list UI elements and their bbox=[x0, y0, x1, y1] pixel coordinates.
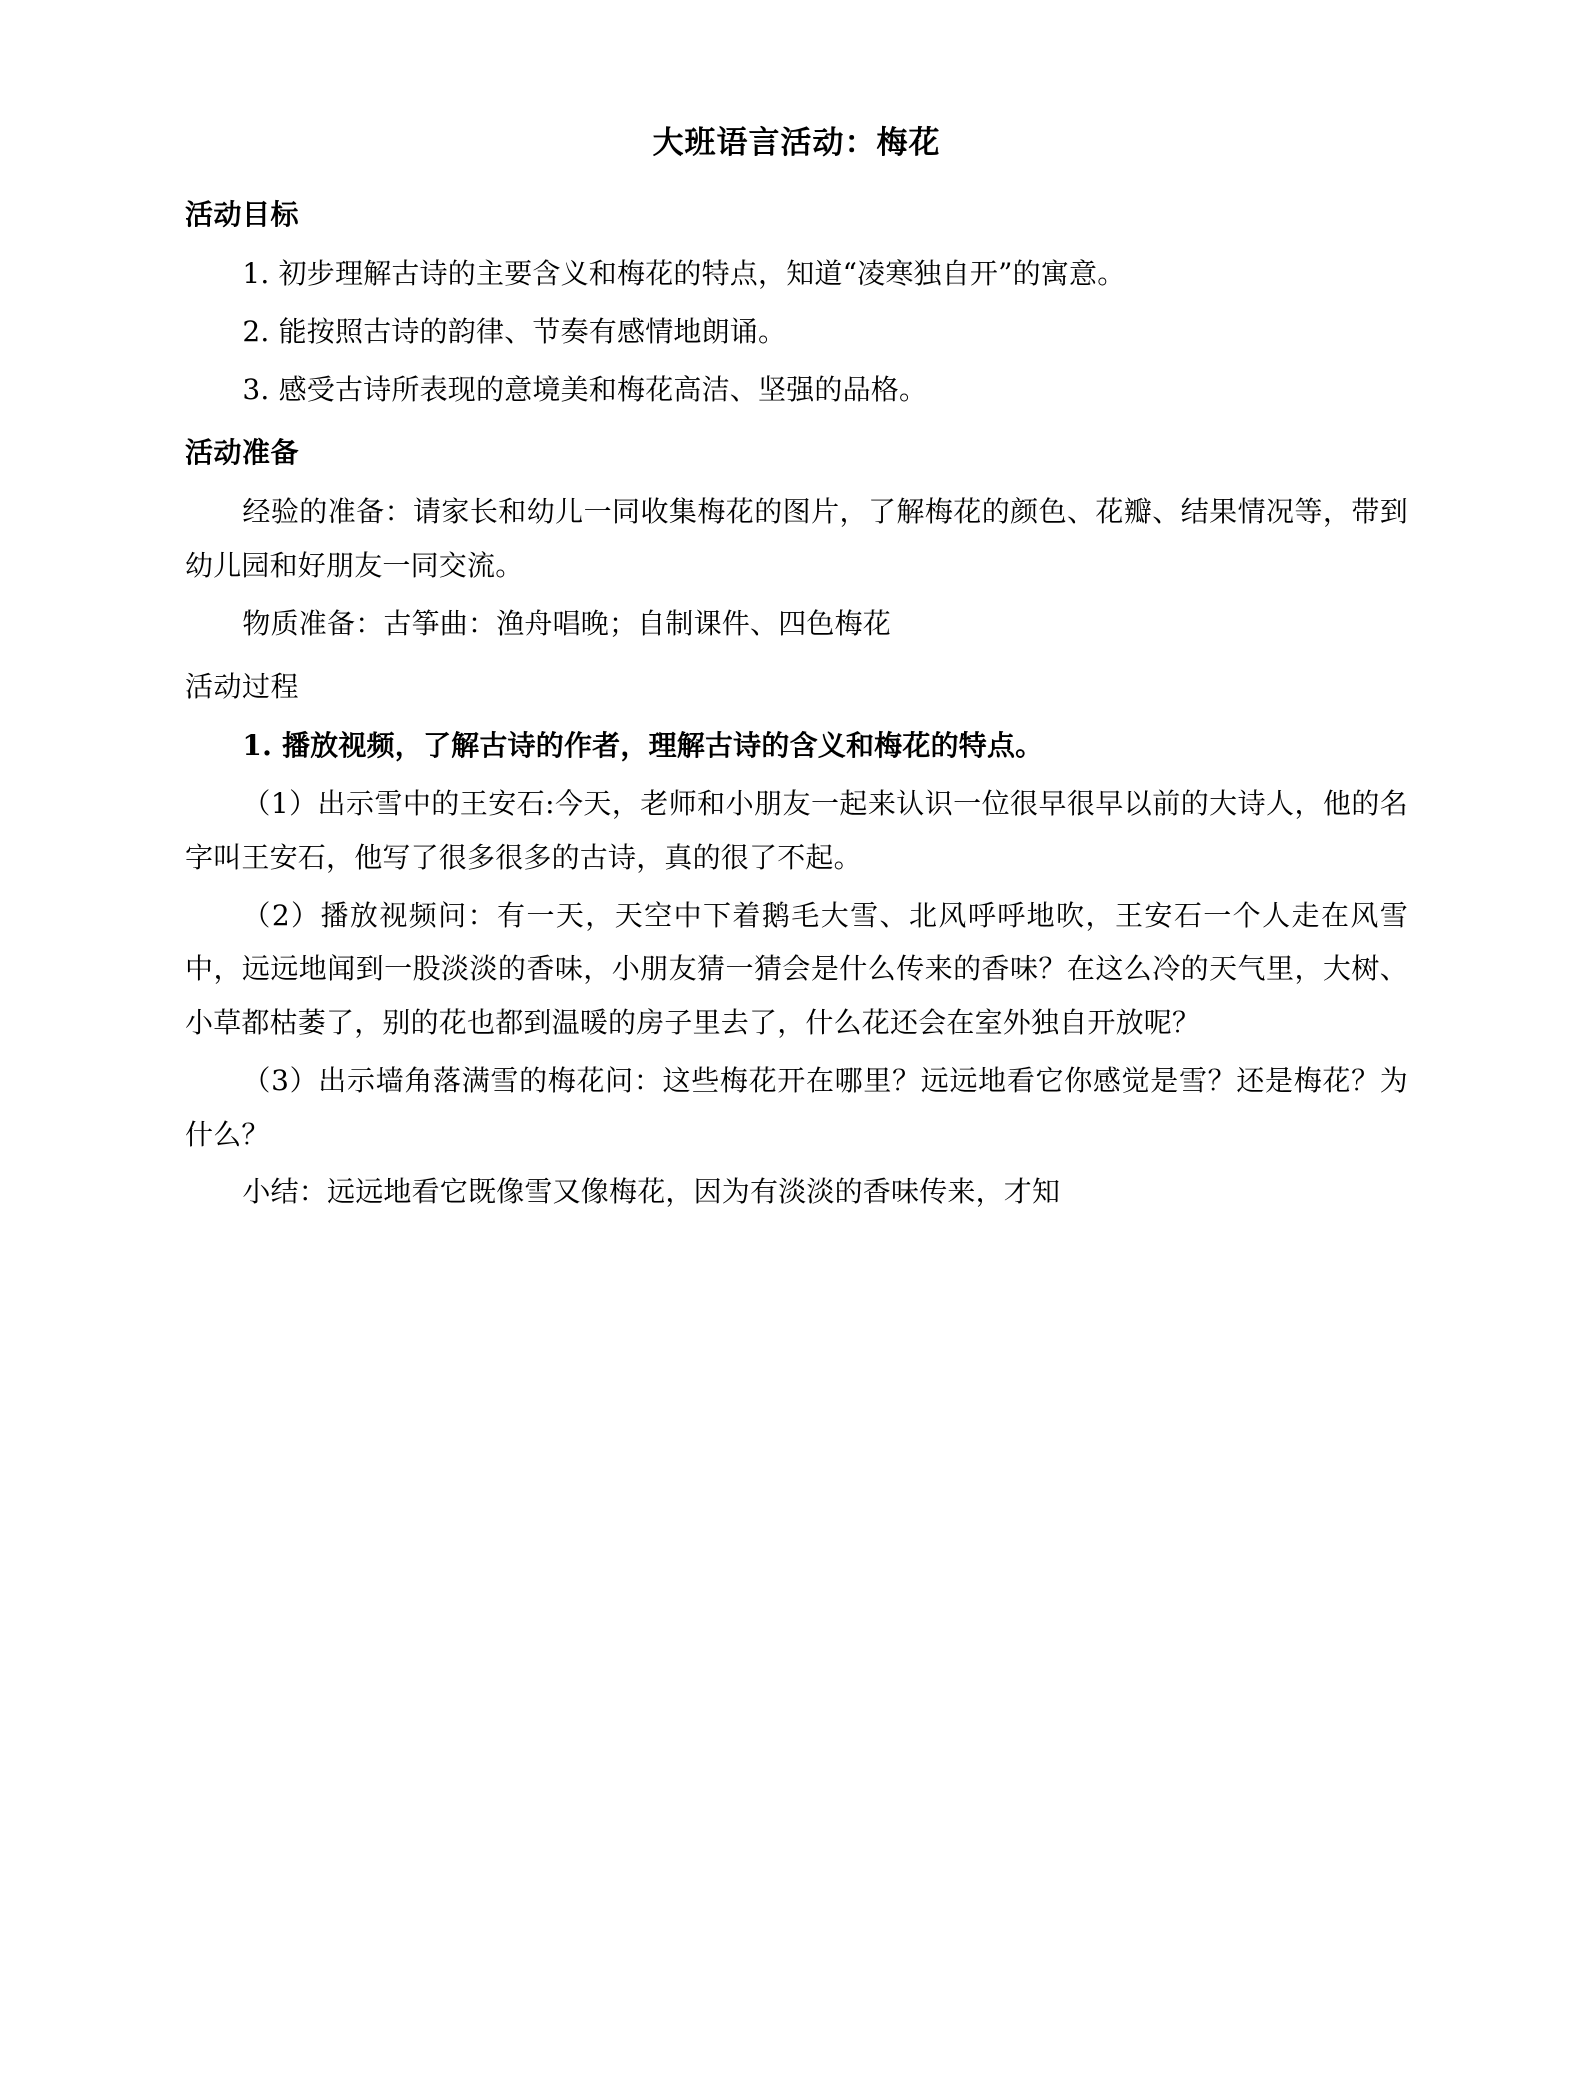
section-activity-goals bbox=[185, 193, 1408, 417]
goal-item-3: 3. 感受古诗所表现的意境美和梅花高洁、坚强的品格。 bbox=[242, 372, 928, 406]
process-substep-2: （2）播放视频问：有一天，天空中下着鹅毛大雪、北风呼呼地吹，王安石一个人走在风雪中，远远地闻到一股淡淡的香味，小朋友猜一猜会是什么传来的香味？在这么冷的天气里，大树、小草都枯萎了，别的花也都到温暖的房子里去了，什么花还会在室外独自开放呢？ bbox=[185, 898, 1408, 1040]
goal-item-1: 1. 初步理解古诗的主要含义和梅花的特点，知道“凌寒独自开”的寓意。 bbox=[242, 257, 1126, 291]
process-step-1: 1. 播放视频，了解古诗的作者，理解古诗的含义和梅花的特点。 bbox=[242, 729, 1044, 763]
process-substep-3: （3）出示墙角落满雪的梅花问：这些梅花开在哪里？远远地看它你感觉是雪？还是梅花？为什么？ bbox=[185, 1063, 1408, 1151]
page-title: 大班语言活动：梅花 bbox=[652, 125, 941, 161]
preparation-experience: 经验的准备：请家长和幼儿一同收集梅花的图片，了解梅花的颜色、花瓣、结果情况等，带到幼儿园和好朋友一同交流。 bbox=[185, 495, 1408, 583]
section-heading-activity-preparation: 活动准备 bbox=[185, 435, 300, 469]
process-summary: 小结：远远地看它既像雪又像梅花，因为有淡淡的香味传来，才知 bbox=[242, 1175, 1061, 1209]
section-activity-process bbox=[185, 665, 1408, 1220]
section-activity-preparation bbox=[185, 431, 1408, 651]
process-substep-1: （1）出示雪中的王安石:今天，老师和小朋友一起来认识一位很早很早以前的大诗人，他的名字叫王安石，他写了很多很多的古诗，真的很了不起。 bbox=[185, 787, 1408, 874]
preparation-materials: 物质准备：古筝曲：渔舟唱晚；自制课件、四色梅花 bbox=[242, 606, 891, 640]
goal-item-2: 2. 能按照古诗的韵律、节奏有感情地朗诵。 bbox=[242, 315, 787, 349]
section-heading-activity-process: 活动过程 bbox=[185, 669, 300, 703]
section-heading-activity-goals: 活动目标 bbox=[185, 197, 300, 231]
